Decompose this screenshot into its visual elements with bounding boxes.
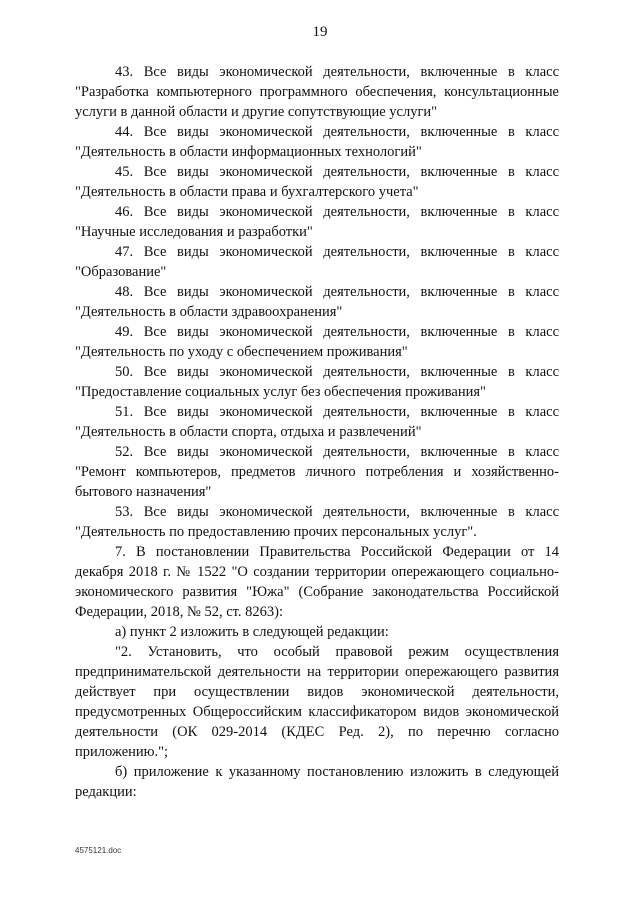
paragraph-subitem-a: а) пункт 2 изложить в следующей редакции: xyxy=(115,624,389,640)
paragraph-49: 49. Все виды экономической деятельности, включенные в класс "Деятельность по уходу с обеспечением проживания" xyxy=(75,324,559,360)
paragraph-44: 44. Все виды экономической деятельности, включенные в класс "Деятельность в области информационных технологий" xyxy=(75,124,559,160)
paragraph-50: 50. Все виды экономической деятельности, включенные в класс "Предоставление социальных услуг без обеспечения проживания" xyxy=(75,364,559,400)
paragraph-47: 47. Все виды экономической деятельности, включенные в класс "Образование" xyxy=(75,244,559,280)
paragraph-quoted-clause-2: "2. Установить, что особый правовой режим осуществления предпринимательской деятельности на территории опережающего развития действует при осуществлении видов экономической деятельности, предусмотренных Общероссийским классификатором видов экономической деятельности (ОК 029-2014 (КДЕС Ред. 2), по перечню согласно приложению."; xyxy=(75,644,559,760)
paragraph-item-7: 7. В постановлении Правительства Российской Федерации от 14 декабря 2018 г. № 1522 "О создании территории опережающего социально-экономического развития "Южа" (Собрание законодательства Российской Федерации, 2018, № 52, ст. 8263): xyxy=(75,544,559,620)
paragraph-53: 53. Все виды экономической деятельности, включенные в класс "Деятельность по предоставлению прочих персональных услуг". xyxy=(75,504,559,540)
paragraph-43: 43. Все виды экономической деятельности, включенные в класс "Разработка компьютерного программного обеспечения, консультационные услуги в данной области и другие сопутствующие услуги" xyxy=(75,64,559,120)
page-number: 19 xyxy=(312,24,328,40)
paragraph-46: 46. Все виды экономической деятельности, включенные в класс "Научные исследования и разработки" xyxy=(75,204,559,240)
paragraph-subitem-b: б) приложение к указанному постановлению изложить в следующей редакции: xyxy=(75,764,559,800)
paragraph-51: 51. Все виды экономической деятельности, включенные в класс "Деятельность в области спорта, отдыха и развлечений" xyxy=(75,404,559,440)
document-file-code: 4575121.doc xyxy=(75,846,122,855)
paragraph-45: 45. Все виды экономической деятельности, включенные в класс "Деятельность в области права и бухгалтерского учета" xyxy=(75,164,559,200)
paragraph-48: 48. Все виды экономической деятельности, включенные в класс "Деятельность в области здравоохранения" xyxy=(75,284,559,320)
paragraph-52: 52. Все виды экономической деятельности, включенные в класс "Ремонт компьютеров, предметов личного потребления и хозяйственно-бытового назначения" xyxy=(75,444,559,500)
document-body xyxy=(75,62,559,802)
